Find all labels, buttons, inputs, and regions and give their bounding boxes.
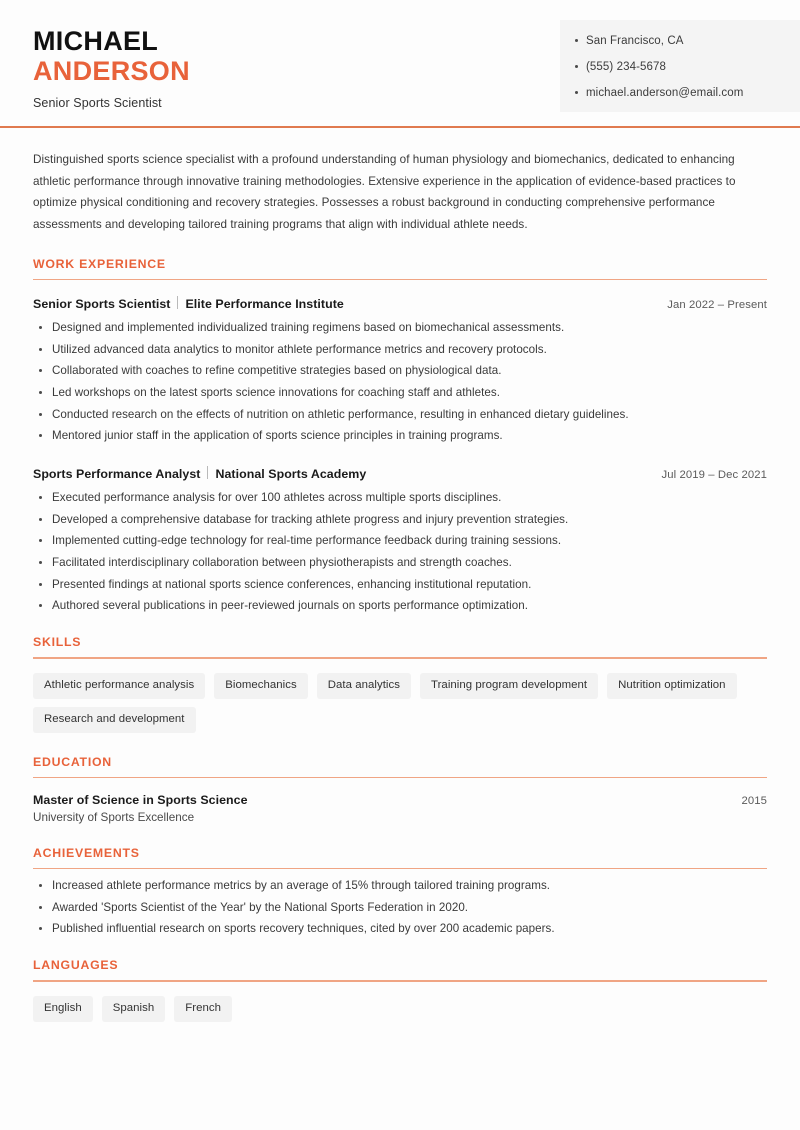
work-entry-header <box>33 465 767 481</box>
bullet-text: Utilized advanced data analytics to monitor athlete performance metrics and recovery protocols. <box>52 342 547 356</box>
section-achievements <box>33 846 767 936</box>
bullet-dot-icon <box>575 65 578 68</box>
list-item <box>33 363 767 378</box>
bullet-dot-icon <box>39 884 42 887</box>
bullet-text: Mentored junior staff in the application of sports science principles in training programs. <box>52 429 503 443</box>
section-education <box>33 755 767 824</box>
first-name: MICHAEL <box>33 26 159 56</box>
pipe-separator-icon <box>207 466 208 479</box>
section-title-work-experience: WORK EXPERIENCE <box>33 257 166 271</box>
bullet-text: Implemented cutting-edge technology for real-time performance feedback during training sessions. <box>52 534 562 548</box>
work-entry-title <box>33 465 366 481</box>
section-divider <box>33 777 767 778</box>
bullet-dot-icon <box>39 434 42 437</box>
list-item <box>33 428 767 443</box>
bullet-dot-icon <box>39 561 42 564</box>
bullet-dot-icon <box>575 91 578 94</box>
list-item <box>33 533 767 548</box>
work-entry-title <box>33 295 344 311</box>
section-divider <box>33 868 767 869</box>
bullet-dot-icon <box>39 326 42 329</box>
job-subtitle: Senior Sports Scientist <box>33 96 162 110</box>
list-item <box>33 878 767 893</box>
language-chip: Spanish <box>102 996 166 1022</box>
bullet-text: Awarded 'Sports Scientist of the Year' by the National Sports Federation in 2020. <box>52 900 469 914</box>
work-bullet-list <box>33 320 767 443</box>
list-item <box>33 320 767 335</box>
professional-summary: Distinguished sports science specialist with a profound understanding of human physiology and biomechanics, dedicated to enhancing athletic performance through innovative training methodologies. Extensive experience in the application of evidence-based practices to optimize physical conditioning and recovery strategies. Possesses a robust background in conducting comprehensive performance assessments and developing tailored training programs that align with individual athlete needs. <box>33 153 736 231</box>
section-divider <box>33 657 767 658</box>
list-item <box>33 598 767 613</box>
work-date-range: Jul 2019 – Dec 2021 <box>661 469 767 482</box>
section-work-experience <box>33 257 767 613</box>
section-title-skills: SKILLS <box>33 635 82 650</box>
bullet-dot-icon <box>39 927 42 930</box>
contact-phone-text: (555) 234-5678 <box>586 61 667 73</box>
bullet-dot-icon <box>39 906 42 909</box>
skill-chip: Biomechanics <box>214 673 308 699</box>
contact-list <box>560 34 800 100</box>
section-languages <box>33 958 767 1021</box>
bullet-text: Authored several publications in peer-reviewed journals on sports performance optimization. <box>52 599 529 613</box>
bullet-text: Led workshops on the latest sports science innovations for coaching staff and athletes. <box>52 386 500 400</box>
skill-chip: Training program development <box>420 673 598 699</box>
header-divider <box>0 126 800 128</box>
bullet-text: Presented findings at national sports science conferences, enhancing institutional reputation. <box>52 577 532 591</box>
list-item <box>33 512 767 527</box>
list-item <box>33 385 767 400</box>
contact-item-phone <box>586 60 800 74</box>
bullet-text: Executed performance analysis for over 100 athletes across multiple sports disciplines. <box>52 491 502 505</box>
achievements-bullet-list <box>33 878 767 936</box>
bullet-text: Designed and implemented individualized training regimens based on biomechanical assessments. <box>52 321 565 335</box>
work-role: Sports Performance Analyst <box>33 467 201 482</box>
education-year: 2015 <box>741 794 767 807</box>
bullet-dot-icon <box>39 413 42 416</box>
contact-item-email <box>586 86 800 100</box>
name-block <box>33 26 190 110</box>
bullet-dot-icon <box>39 369 42 372</box>
skill-chip: Data analytics <box>317 673 411 699</box>
section-title-languages: LANGUAGES <box>33 958 119 973</box>
section-title-education: EDUCATION <box>33 754 112 769</box>
language-chip: French <box>174 996 232 1022</box>
bullet-text: Facilitated interdisciplinary collaboration between physiotherapists and strength coaches. <box>52 556 512 570</box>
bullet-text: Published influential research on sports recovery techniques, cited by over 200 academic papers. <box>52 922 555 936</box>
work-entry <box>33 295 767 443</box>
work-company: National Sports Academy <box>215 467 367 482</box>
work-company: Elite Performance Institute <box>185 297 344 312</box>
last-name: ANDERSON <box>33 56 190 86</box>
list-item <box>33 577 767 592</box>
education-school: University of Sports Excellence <box>33 810 195 824</box>
bullet-dot-icon <box>39 391 42 394</box>
resume-content <box>0 149 800 1022</box>
bullet-dot-icon <box>39 539 42 542</box>
list-item <box>33 490 767 505</box>
section-divider <box>33 279 767 280</box>
work-role: Senior Sports Scientist <box>33 297 171 312</box>
education-degree: Master of Science in Sports Science <box>33 792 248 807</box>
bullet-text: Increased athlete performance metrics by an average of 15% through tailored training programs. <box>52 879 551 893</box>
list-item <box>33 921 767 936</box>
section-divider <box>33 980 767 981</box>
bullet-dot-icon <box>39 518 42 521</box>
languages-chip-list <box>33 996 767 1022</box>
work-bullet-list <box>33 490 767 613</box>
bullet-dot-icon <box>39 496 42 499</box>
language-chip: English <box>33 996 93 1022</box>
bullet-text: Conducted research on the effects of nutrition on athletic performance, resulting in enhanced dietary guidelines. <box>52 407 629 421</box>
skills-chip-list <box>33 673 767 733</box>
list-item <box>33 407 767 422</box>
section-title-achievements: ACHIEVEMENTS <box>33 845 140 860</box>
bullet-dot-icon <box>575 39 578 42</box>
work-date-range: Jan 2022 – Present <box>667 299 767 312</box>
contact-email-text: michael.anderson@email.com <box>586 87 744 99</box>
pipe-separator-icon <box>177 296 178 309</box>
work-entry-header <box>33 295 767 311</box>
section-skills <box>33 635 767 732</box>
resume-header <box>0 0 800 128</box>
skill-chip: Nutrition optimization <box>607 673 736 699</box>
bullet-text: Developed a comprehensive database for tracking athlete progress and injury prevention strategies. <box>52 512 569 526</box>
contact-info-box <box>560 20 800 112</box>
skill-chip: Research and development <box>33 707 196 733</box>
education-entry-header <box>33 793 767 807</box>
list-item <box>33 342 767 357</box>
bullet-dot-icon <box>39 604 42 607</box>
bullet-text: Collaborated with coaches to refine competitive strategies based on physiological data. <box>52 364 502 378</box>
education-entry <box>33 793 767 824</box>
contact-item-location <box>586 34 800 48</box>
skill-chip: Athletic performance analysis <box>33 673 205 699</box>
list-item <box>33 900 767 915</box>
work-entry <box>33 465 767 613</box>
contact-location-text: San Francisco, CA <box>586 35 684 47</box>
bullet-dot-icon <box>39 583 42 586</box>
bullet-dot-icon <box>39 348 42 351</box>
list-item <box>33 555 767 570</box>
